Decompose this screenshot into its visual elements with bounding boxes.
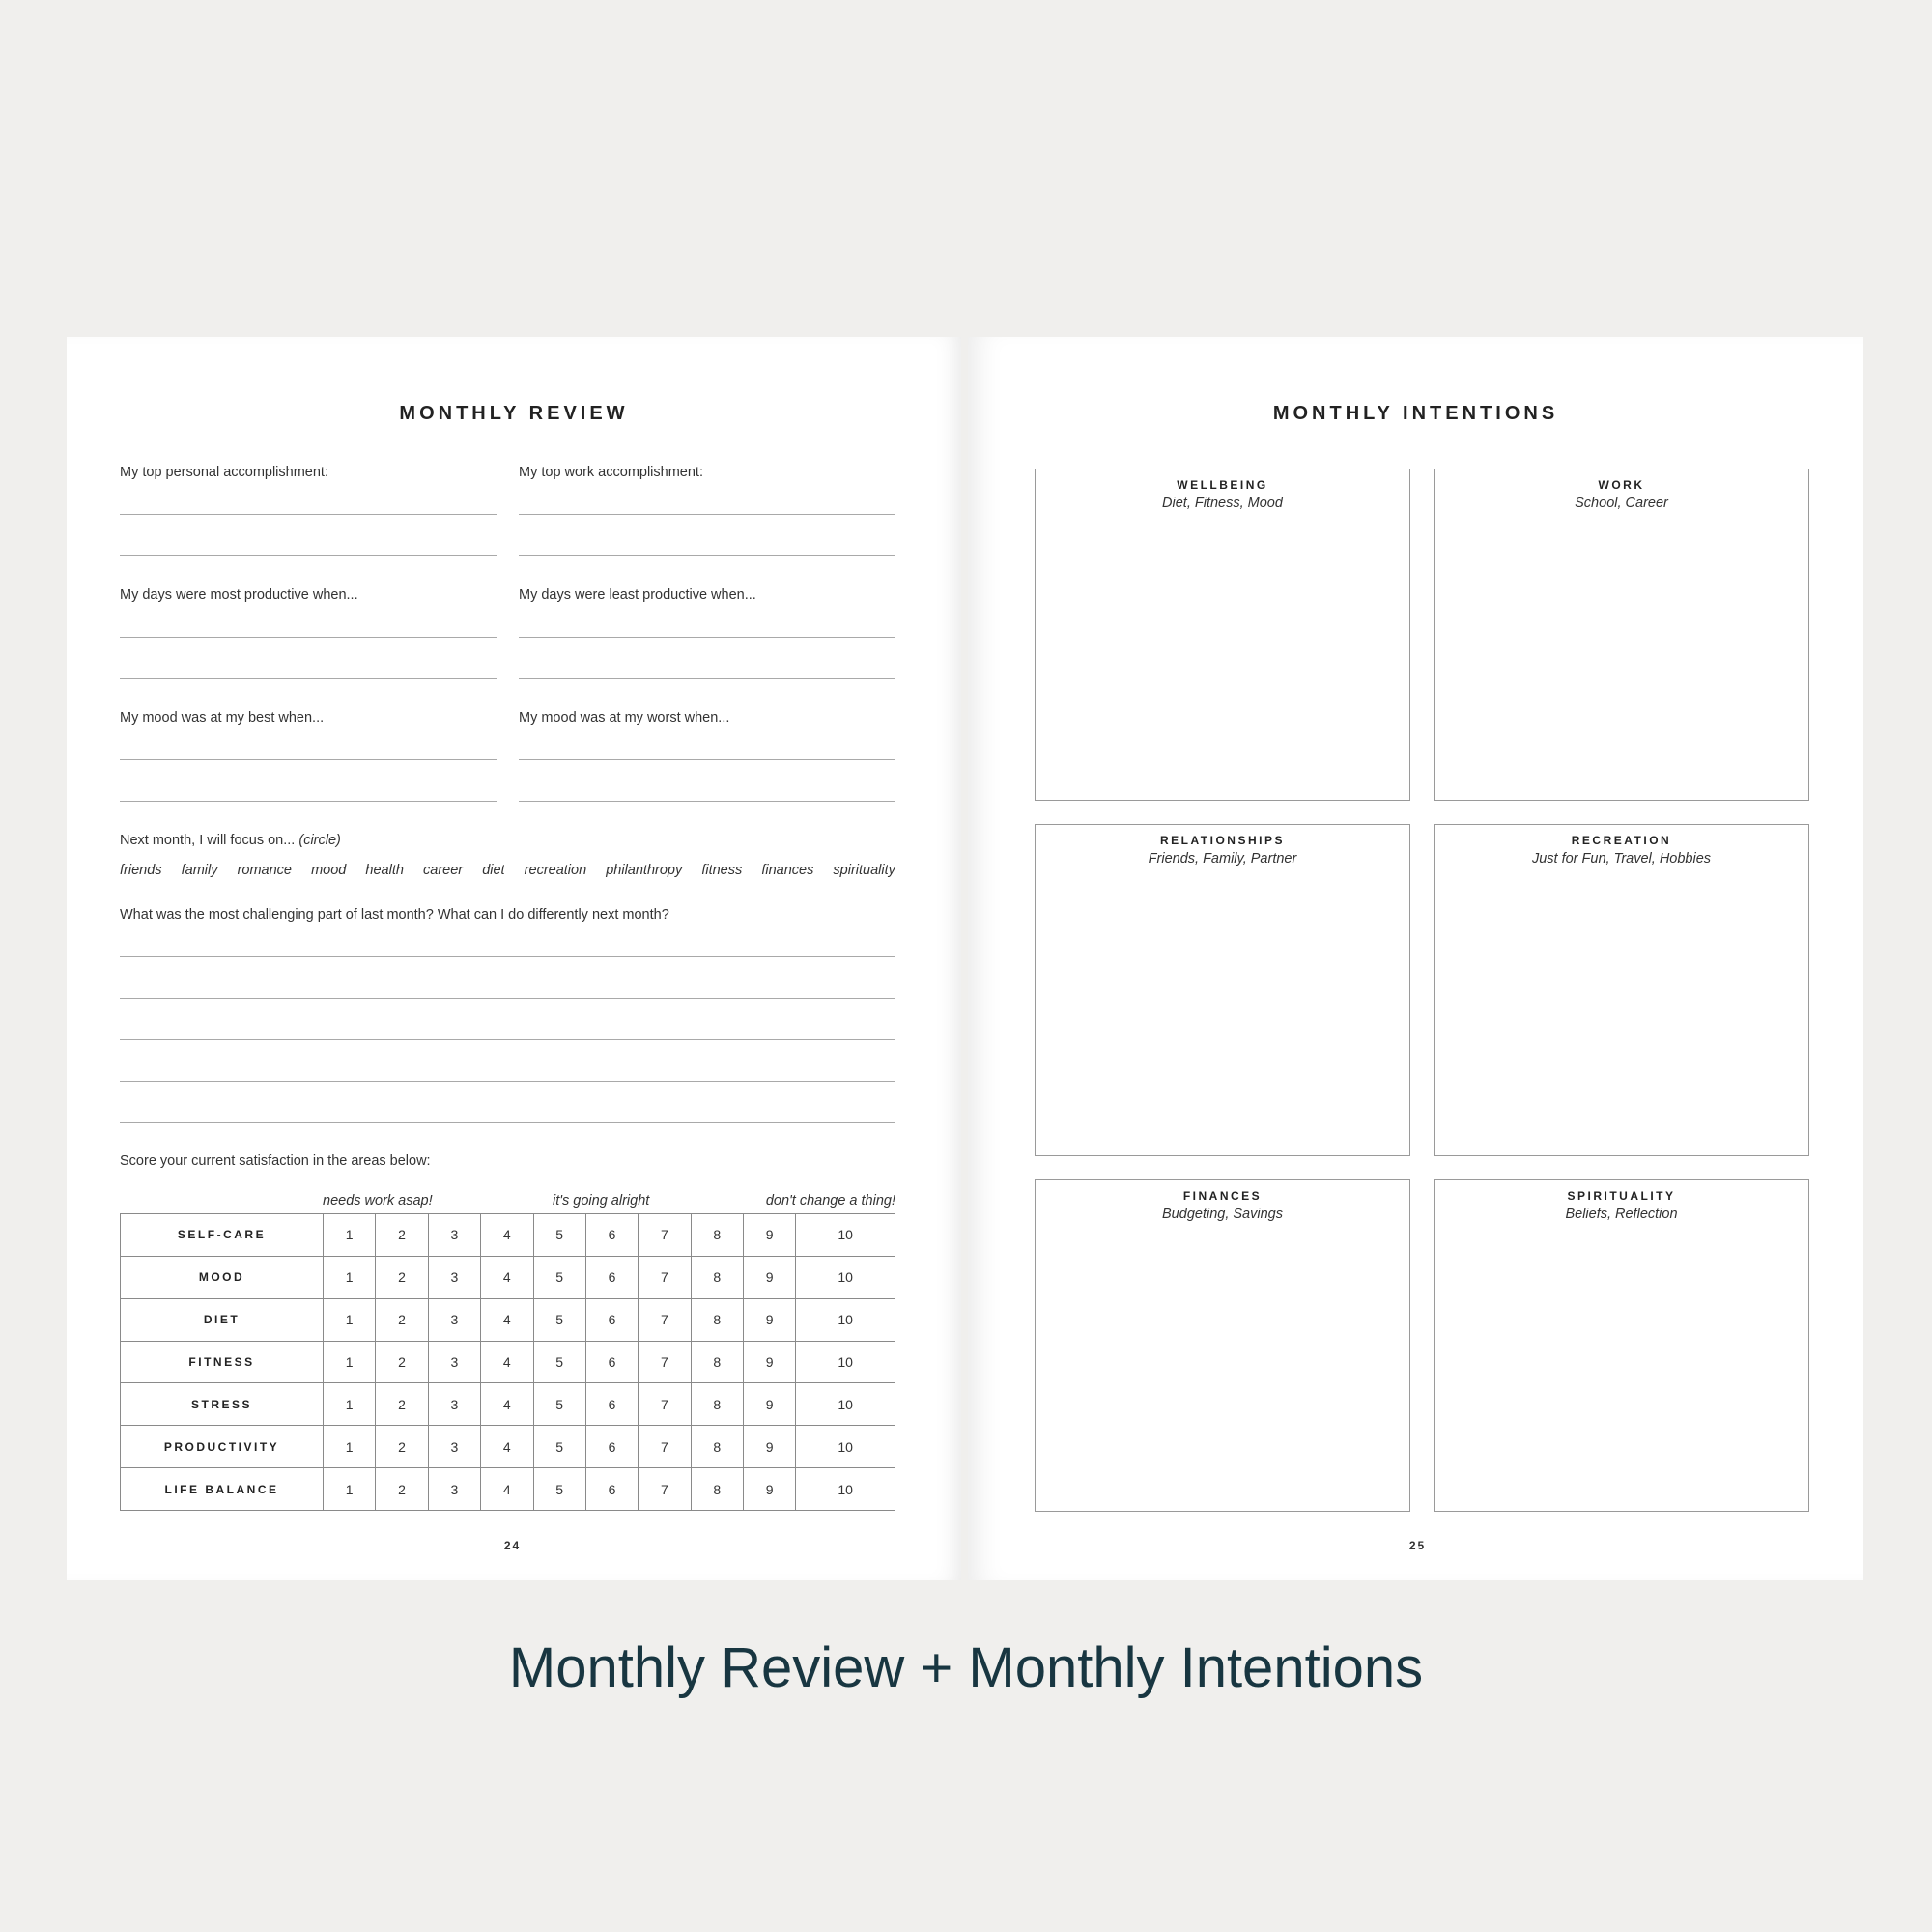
score-cell[interactable]: 9 — [744, 1256, 796, 1298]
caption: Monthly Review + Monthly Intentions — [508, 1636, 1424, 1699]
scale-label-low: needs work asap! — [323, 1193, 433, 1208]
score-cell[interactable]: 5 — [533, 1298, 585, 1341]
score-category: SELF-CARE — [121, 1214, 324, 1257]
writing-line[interactable] — [519, 637, 895, 638]
score-cell[interactable]: 10 — [796, 1298, 895, 1341]
score-cell[interactable]: 2 — [376, 1426, 428, 1468]
score-cell[interactable]: 10 — [796, 1426, 895, 1468]
score-cell[interactable]: 6 — [585, 1256, 638, 1298]
score-cell[interactable]: 5 — [533, 1468, 585, 1511]
box-title: RECREATION — [1571, 834, 1672, 847]
box-subtitle: Just for Fun, Travel, Hobbies — [1531, 851, 1712, 867]
score-cell[interactable]: 7 — [639, 1256, 691, 1298]
box-subtitle: School, Career — [1575, 496, 1668, 511]
focus-option[interactable]: health — [365, 863, 404, 878]
box-title: SPIRITUALITY — [1567, 1189, 1676, 1203]
satisfaction-score-table — [120, 1213, 895, 1511]
focus-option[interactable]: philanthropy — [606, 863, 683, 878]
score-cell[interactable]: 5 — [533, 1426, 585, 1468]
writing-line[interactable] — [120, 1122, 895, 1123]
score-row — [121, 1214, 895, 1257]
writing-line[interactable] — [519, 514, 895, 515]
least-productive-prompt: My days were least productive when... — [519, 587, 756, 603]
page-number: 25 — [1408, 1539, 1427, 1552]
score-cell[interactable]: 8 — [691, 1298, 743, 1341]
focus-option[interactable]: mood — [311, 863, 347, 878]
writing-line[interactable] — [120, 1081, 895, 1082]
score-cell[interactable]: 4 — [481, 1341, 533, 1383]
score-cell[interactable]: 5 — [533, 1383, 585, 1426]
score-cell[interactable]: 8 — [691, 1341, 743, 1383]
score-cell[interactable]: 10 — [796, 1468, 895, 1511]
scale-label-mid: it's going alright — [553, 1193, 650, 1208]
score-category: MOOD — [121, 1256, 324, 1298]
writing-line[interactable] — [120, 801, 497, 802]
score-cell[interactable]: 6 — [585, 1341, 638, 1383]
score-cell[interactable]: 7 — [639, 1383, 691, 1426]
personal-accomplishment-prompt: My top personal accomplishment: — [120, 465, 328, 480]
box-subtitle: Beliefs, Reflection — [1565, 1207, 1678, 1222]
score-cell[interactable]: 4 — [481, 1214, 533, 1257]
focus-option[interactable]: spirituality — [833, 863, 895, 878]
score-cell[interactable]: 2 — [376, 1468, 428, 1511]
score-prompt: Score your current satisfaction in the areas below: — [120, 1153, 431, 1169]
focus-option[interactable]: family — [181, 863, 218, 878]
score-cell[interactable]: 4 — [481, 1383, 533, 1426]
monthly-review-page — [67, 337, 961, 1580]
box-title: WELLBEING — [1177, 478, 1268, 492]
score-cell[interactable]: 1 — [324, 1468, 376, 1511]
score-cell[interactable]: 7 — [639, 1426, 691, 1468]
score-cell[interactable]: 4 — [481, 1298, 533, 1341]
score-cell[interactable]: 8 — [691, 1468, 743, 1511]
score-cell[interactable]: 9 — [744, 1468, 796, 1511]
challenge-prompt: What was the most challenging part of last month? What can I do differently next month? — [120, 907, 669, 923]
writing-line[interactable] — [120, 678, 497, 679]
spirituality-box[interactable] — [1434, 1179, 1809, 1512]
notebook-spread — [67, 337, 1863, 1580]
focus-option[interactable]: romance — [237, 863, 292, 878]
score-cell[interactable]: 2 — [376, 1214, 428, 1257]
score-category: DIET — [121, 1298, 324, 1341]
scale-label-high: don't change a thing! — [765, 1193, 895, 1208]
box-title: RELATIONSHIPS — [1160, 834, 1285, 847]
score-cell[interactable]: 6 — [585, 1426, 638, 1468]
score-cell[interactable]: 1 — [324, 1298, 376, 1341]
score-cell[interactable]: 3 — [428, 1256, 480, 1298]
score-cell[interactable]: 5 — [533, 1256, 585, 1298]
score-cell[interactable]: 1 — [324, 1426, 376, 1468]
score-cell[interactable]: 2 — [376, 1383, 428, 1426]
score-cell[interactable]: 8 — [691, 1214, 743, 1257]
score-cell[interactable]: 5 — [533, 1341, 585, 1383]
box-subtitle: Budgeting, Savings — [1162, 1207, 1283, 1222]
score-cell[interactable]: 9 — [744, 1214, 796, 1257]
writing-line[interactable] — [120, 1039, 895, 1040]
score-cell[interactable]: 4 — [481, 1468, 533, 1511]
score-cell[interactable]: 6 — [585, 1383, 638, 1426]
writing-line[interactable] — [120, 956, 895, 957]
page-title: MONTHLY REVIEW — [399, 403, 629, 424]
box-title: WORK — [1598, 478, 1645, 492]
score-cell[interactable]: 10 — [796, 1383, 895, 1426]
score-category: FITNESS — [121, 1341, 324, 1383]
writing-line[interactable] — [519, 555, 895, 556]
score-cell[interactable]: 9 — [744, 1383, 796, 1426]
page-title: MONTHLY INTENTIONS — [1272, 403, 1559, 424]
focus-prompt-text: Next month, I will focus on... — [120, 833, 296, 848]
work-accomplishment-prompt: My top work accomplishment: — [519, 465, 703, 480]
focus-option[interactable]: fitness — [701, 863, 743, 878]
score-cell[interactable]: 9 — [744, 1426, 796, 1468]
score-cell[interactable]: 7 — [639, 1341, 691, 1383]
writing-line[interactable] — [519, 801, 895, 802]
writing-line[interactable] — [120, 637, 497, 638]
score-cell[interactable]: 9 — [744, 1341, 796, 1383]
score-cell[interactable]: 3 — [428, 1214, 480, 1257]
score-row — [121, 1426, 895, 1468]
score-cell[interactable]: 3 — [428, 1383, 480, 1426]
box-subtitle: Diet, Fitness, Mood — [1162, 496, 1283, 511]
score-cell[interactable]: 9 — [744, 1298, 796, 1341]
page-number: 24 — [503, 1539, 522, 1552]
score-cell[interactable]: 2 — [376, 1341, 428, 1383]
writing-line[interactable] — [120, 555, 497, 556]
mood-best-prompt: My mood was at my best when... — [120, 710, 325, 725]
score-cell[interactable]: 6 — [585, 1214, 638, 1257]
work-box[interactable] — [1434, 469, 1809, 801]
focus-option[interactable]: recreation — [524, 863, 587, 878]
monthly-intentions-page — [968, 337, 1863, 1580]
focus-option[interactable]: finances — [761, 863, 814, 878]
score-cell[interactable]: 1 — [324, 1214, 376, 1257]
score-cell[interactable]: 7 — [639, 1468, 691, 1511]
score-cell[interactable]: 6 — [585, 1298, 638, 1341]
relationships-box[interactable] — [1035, 824, 1410, 1156]
score-cell[interactable]: 3 — [428, 1298, 480, 1341]
score-cell[interactable]: 8 — [691, 1256, 743, 1298]
score-row — [121, 1341, 895, 1383]
box-subtitle: Friends, Family, Partner — [1148, 851, 1297, 867]
focus-prompt — [120, 833, 341, 848]
recreation-box[interactable] — [1434, 824, 1809, 1156]
score-category: PRODUCTIVITY — [121, 1426, 324, 1468]
focus-option[interactable]: friends — [120, 863, 162, 878]
writing-line[interactable] — [519, 678, 895, 679]
mood-worst-prompt: My mood was at my worst when... — [519, 710, 730, 725]
score-cell[interactable]: 2 — [376, 1298, 428, 1341]
most-productive-prompt: My days were most productive when... — [120, 587, 358, 603]
score-cell[interactable]: 10 — [796, 1341, 895, 1383]
score-cell[interactable]: 5 — [533, 1214, 585, 1257]
score-cell[interactable]: 1 — [324, 1256, 376, 1298]
score-cell[interactable]: 1 — [324, 1341, 376, 1383]
finances-box[interactable] — [1035, 1179, 1410, 1512]
score-row — [121, 1468, 895, 1511]
score-cell[interactable]: 7 — [639, 1214, 691, 1257]
box-title: FINANCES — [1182, 1189, 1263, 1203]
score-cell[interactable]: 4 — [481, 1426, 533, 1468]
score-cell[interactable]: 6 — [585, 1468, 638, 1511]
writing-line[interactable] — [120, 759, 497, 760]
score-cell[interactable]: 3 — [428, 1426, 480, 1468]
focus-options — [120, 863, 895, 878]
writing-line[interactable] — [120, 514, 497, 515]
score-cell[interactable]: 8 — [691, 1426, 743, 1468]
writing-line[interactable] — [120, 998, 895, 999]
score-category: LIFE BALANCE — [121, 1468, 324, 1511]
score-row — [121, 1298, 895, 1341]
focus-option[interactable]: diet — [482, 863, 505, 878]
score-cell[interactable]: 3 — [428, 1341, 480, 1383]
writing-line[interactable] — [519, 759, 895, 760]
score-category: STRESS — [121, 1383, 324, 1426]
score-cell[interactable]: 3 — [428, 1468, 480, 1511]
focus-option[interactable]: career — [423, 863, 464, 878]
score-cell[interactable]: 4 — [481, 1256, 533, 1298]
score-cell[interactable]: 2 — [376, 1256, 428, 1298]
score-cell[interactable]: 10 — [796, 1214, 895, 1257]
score-row — [121, 1383, 895, 1426]
score-cell[interactable]: 1 — [324, 1383, 376, 1426]
score-row — [121, 1256, 895, 1298]
score-cell[interactable]: 8 — [691, 1383, 743, 1426]
score-cell[interactable]: 7 — [639, 1298, 691, 1341]
score-cell[interactable]: 10 — [796, 1256, 895, 1298]
wellbeing-box[interactable] — [1035, 469, 1410, 801]
focus-prompt-note: (circle) — [298, 833, 341, 848]
